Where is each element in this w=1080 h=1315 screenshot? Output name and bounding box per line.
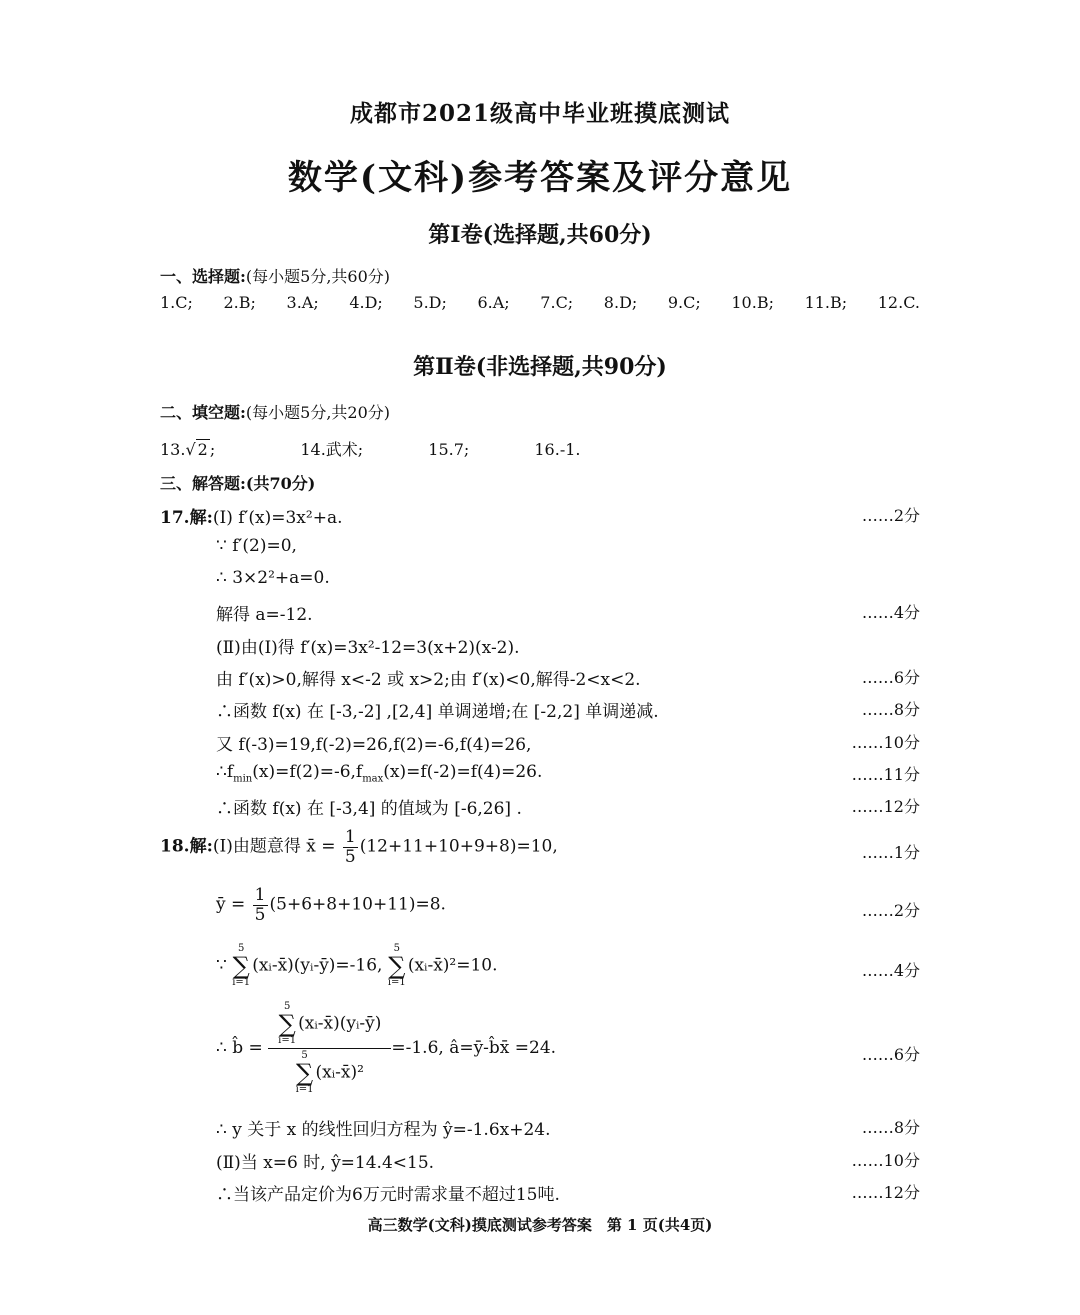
q17-score-4: ……4分: [861, 603, 920, 622]
answer-item: 12.C.: [877, 293, 920, 312]
section-choice-note: (每小题5分,共60分): [245, 267, 391, 286]
q17-score-8: ……10分: [851, 733, 920, 752]
answer-item: 5.D;: [413, 293, 447, 312]
fill-13: 13.√ 2 ;: [160, 440, 216, 459]
sqrt-icon: √: [185, 440, 196, 459]
q18-score-4: ……6分: [861, 1045, 920, 1064]
q18-label: 18.解:: [160, 836, 213, 857]
answer-item: 3.A;: [286, 293, 319, 312]
document-title: 成都市2021级高中毕业班摸底测试: [349, 100, 730, 127]
q17-line-3: ∴ 3×2²+a=0.: [216, 568, 330, 588]
section-choice-label: 一、选择题:: [160, 267, 246, 286]
slope-fraction: 5 ∑ i=1(xᵢ-x̄)(yᵢ-ȳ) 5 ∑ i=1(xᵢ-x̄)²: [268, 1002, 391, 1095]
q17-line-4: 解得 a=-12.: [216, 605, 313, 625]
answer-item: 8.D;: [603, 293, 638, 312]
q18-line-3: ∵ 5 ∑ i=1(xᵢ-x̄)(yᵢ-ȳ)=-16, 5 ∑ i=1(xᵢ-x̄)²=10.: [216, 943, 498, 988]
q18-score-7: ……12分: [851, 1183, 920, 1202]
sigma-icon: 5 ∑ i=1: [278, 1001, 297, 1046]
choice-answers: [160, 293, 920, 312]
answer-item: 2.B;: [223, 293, 256, 312]
answer-item: 11.B;: [804, 293, 848, 312]
answer-item: 4.D;: [349, 293, 383, 312]
answer-item: 6.A;: [477, 293, 510, 312]
q18-line-7: ∴当该产品定价为6万元时需求量不超过15吨.: [216, 1185, 560, 1205]
q18-line-2: ȳ = $\frac{1}{5}$ (5+6+8+10+11)=8.: [216, 885, 446, 925]
answer-item: 10.B;: [731, 293, 774, 312]
section-fill-heading: [160, 400, 390, 423]
document-subtitle: 数学(文科)参考答案及评分意见: [287, 158, 793, 198]
q17-score-6: ……6分: [861, 668, 920, 687]
fraction-one-fifth: $\frac{1}{5}$: [344, 827, 356, 867]
q17-line-2: ∵ f′(2)=0,: [216, 536, 297, 556]
q17-score-1: ……2分: [861, 506, 920, 525]
fill-14: 14.武术;: [300, 440, 364, 459]
q17-label: 17.解:: [160, 508, 213, 528]
q18-score-5: ……8分: [861, 1118, 920, 1137]
page-footer: 高三数学(文科)摸底测试参考答案 第 1 页(共4页): [367, 1216, 713, 1234]
answer-item: 1.C;: [160, 293, 193, 312]
q18-score-1: ……1分: [861, 843, 920, 862]
sigma-icon: 5 ∑ i=1: [387, 943, 406, 988]
q18-line-5: ∴ y 关于 x 的线性回归方程为 ŷ=-1.6x+24.: [216, 1120, 551, 1140]
fraction-one-fifth: $\frac{1}{5}$: [254, 885, 266, 925]
fill-15: 15.7;: [428, 440, 470, 459]
q17-line-8: 又 f(-3)=19,f(-2)=26,f(2)=-6,f(4)=26,: [216, 735, 532, 755]
part2-heading: 第Ⅱ卷(非选择题,共90分): [413, 354, 667, 380]
sigma-icon: 5 ∑ i=1: [232, 943, 251, 988]
section-solve-label: 三、解答题:: [160, 474, 246, 493]
q18-line-4: ∴ b̂ = 5 ∑ i=1(xᵢ-x̄)(yᵢ-ȳ) 5 ∑ i=1(xᵢ-x̄)² =-1.6, â=ȳ-b̂x̄ =24.: [216, 1001, 557, 1095]
section-choice-heading: [160, 264, 390, 287]
answer-item: 9.C;: [667, 293, 701, 312]
q18-line-1: 18.解:(Ⅰ)由题意得 x̄ = $\frac{1}{5}$ (12+11+10+9+8)=10,: [160, 827, 558, 867]
q18-score-6: ……10分: [851, 1151, 920, 1170]
q17-line-10: ∴函数 f(x) 在 [-3,4] 的值域为 [-6,26] .: [216, 799, 522, 819]
q17-score-10: ……12分: [851, 797, 920, 816]
q18-score-3: ……4分: [861, 961, 920, 980]
sigma-icon: 5 ∑ i=1: [295, 1050, 314, 1095]
section-fill-note: (每小题5分,共20分): [245, 403, 391, 422]
q17-line-7: ∴函数 f(x) 在 [-3,-2] ,[2,4] 单调递增;在 [-2,2] 单调递减.: [216, 702, 659, 722]
q17-line-6: 由 f′(x)>0,解得 x<-2 或 x>2;由 f′(x)<0,解得-2<x<2.: [216, 670, 641, 690]
answer-item: 7.C;: [540, 293, 574, 312]
q17-score-9: ……11分: [851, 765, 920, 784]
section-solve-heading: [160, 471, 315, 494]
q18-score-2: ……2分: [861, 901, 920, 920]
q18-line-6: (Ⅱ)当 x=6 时, ŷ=14.4<15.: [216, 1153, 435, 1173]
q17-line-5: (Ⅱ)由(Ⅰ)得 f′(x)=3x²-12=3(x+2)(x-2).: [216, 638, 520, 658]
fill-answers: [160, 437, 581, 460]
q17-line-9: $\therefore f_{min}(x)=f(2)=-6,f_{max}(x)=f(-2)=f(4)=26$.: [216, 762, 543, 785]
section-fill-label: 二、填空题:: [160, 403, 246, 422]
q17-score-7: ……8分: [861, 700, 920, 719]
fill-16: 16.-1.: [534, 440, 581, 459]
q17-line-1: 17.解:(Ⅰ) f′(x)=3x²+a.: [160, 508, 343, 528]
section-solve-note: (共70分): [245, 474, 316, 493]
part1-heading: 第Ⅰ卷(选择题,共60分): [428, 222, 652, 248]
